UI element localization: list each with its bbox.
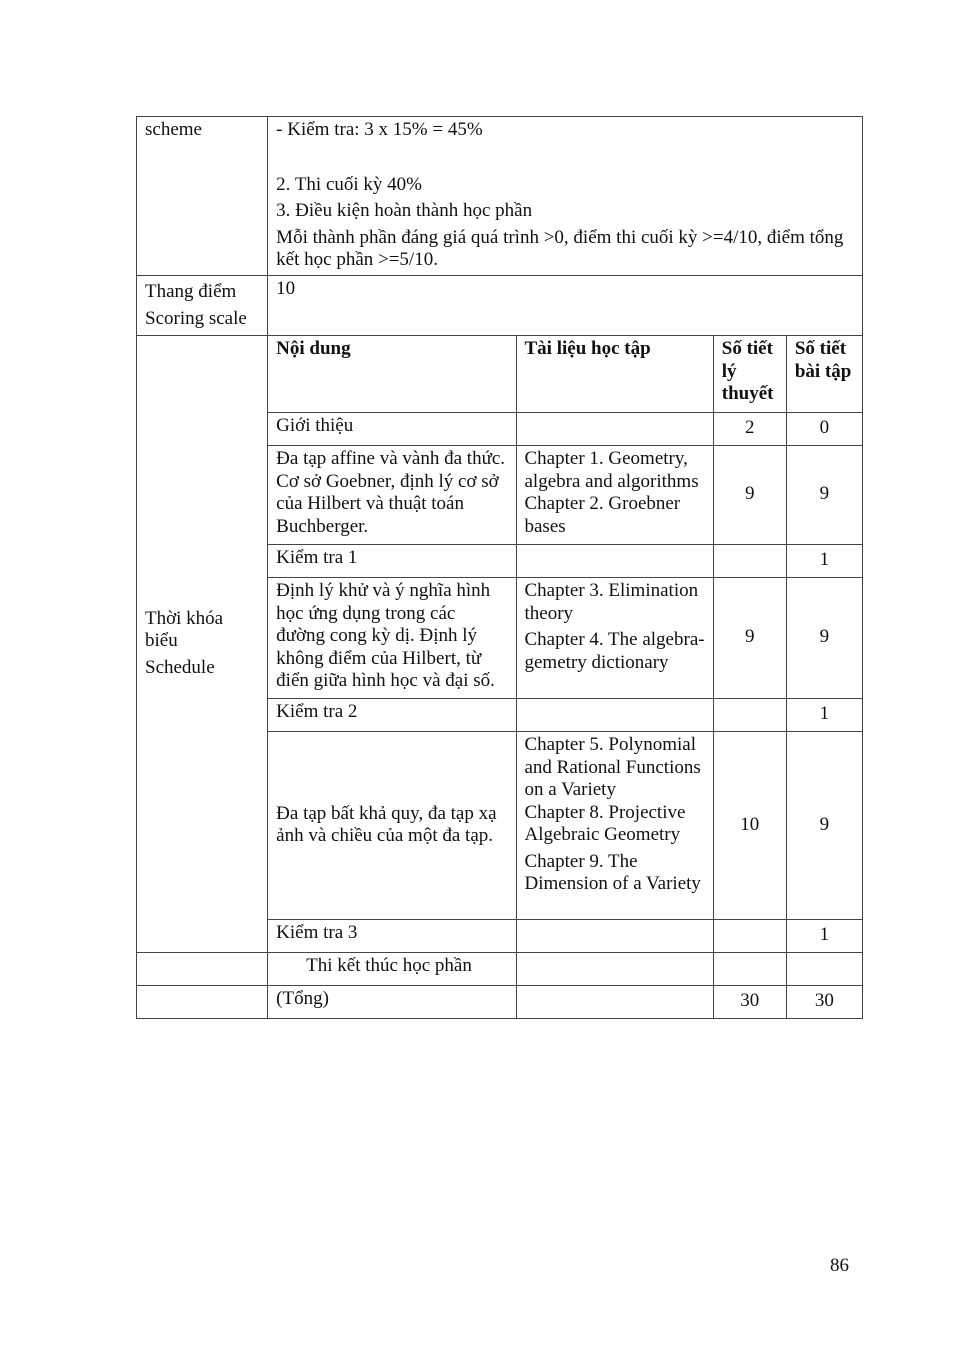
total-content: (Tổng) xyxy=(268,986,516,1019)
row-content: Đa tạp affine và vành đa thức. Cơ sở Goebner, định lý cơ sở của Hilbert và thuật toán Buchberger. xyxy=(268,446,516,545)
header-theory-hours: Số tiết lý thuyết xyxy=(713,336,786,413)
row-materials xyxy=(516,920,713,953)
header-materials: Tài liệu học tập xyxy=(516,336,713,413)
final-exam-theory xyxy=(713,953,786,986)
final-exam-row xyxy=(137,953,863,986)
total-row xyxy=(137,986,863,1019)
row-exercise-hours: 9 xyxy=(786,578,862,699)
scoring-scale-value: 10 xyxy=(268,276,863,336)
row-exercise-hours: 9 xyxy=(786,446,862,545)
row-exercise-hours: 1 xyxy=(786,920,862,953)
total-label-cell xyxy=(137,986,268,1019)
total-theory-hours: 30 xyxy=(713,986,786,1019)
row-theory-hours xyxy=(713,920,786,953)
row-theory-hours: 10 xyxy=(713,732,786,920)
row-materials: Chapter 1. Geometry, algebra and algorithms Chapter 2. Groebner bases xyxy=(516,446,713,545)
row-theory-hours xyxy=(713,545,786,578)
row-exercise-hours: 1 xyxy=(786,699,862,732)
row-exercise-hours: 0 xyxy=(786,413,862,446)
total-exercise-hours: 30 xyxy=(786,986,862,1019)
final-exam-content: Thi kết thúc học phần xyxy=(268,953,516,986)
schedule-label: Thời khóa biểu Schedule xyxy=(137,336,268,953)
header-content: Nội dung xyxy=(268,336,516,413)
grading-final-line: 2. Thi cuối kỳ 40% xyxy=(276,173,423,195)
scoring-scale-label: Thang điểm Scoring scale xyxy=(137,276,268,336)
row-content: Kiểm tra 2 xyxy=(268,699,516,732)
final-exam-label-cell xyxy=(137,953,268,986)
row-materials xyxy=(516,699,713,732)
row-theory-hours: 9 xyxy=(713,578,786,699)
row-content: Kiểm tra 1 xyxy=(268,545,516,578)
total-materials xyxy=(516,986,713,1019)
row-materials: Chapter 3. Elimination theory Chapter 4. The algebra-gemetry dictionary xyxy=(516,578,713,699)
syllabus-table xyxy=(136,116,863,1019)
row-theory-hours xyxy=(713,699,786,732)
row-content: Đa tạp bất khả quy, đa tạp xạ ảnh và chiều của một đa tạp. xyxy=(268,732,516,920)
scoring-scale-row xyxy=(137,276,863,336)
row-theory-hours: 9 xyxy=(713,446,786,545)
syllabus-table-container xyxy=(136,116,863,1019)
grading-completion-title: 3. Điều kiện hoàn thành học phần xyxy=(276,200,533,221)
row-content: Kiểm tra 3 xyxy=(268,920,516,953)
grading-scheme-content xyxy=(268,117,863,276)
row-exercise-hours: 1 xyxy=(786,545,862,578)
final-exam-exercise xyxy=(786,953,862,986)
final-exam-materials xyxy=(516,953,713,986)
grading-scheme-row xyxy=(137,117,863,276)
row-content: Giới thiệu xyxy=(268,413,516,446)
row-exercise-hours: 9 xyxy=(786,732,862,920)
page-number: 86 xyxy=(830,1255,849,1276)
grading-scheme-label: scheme xyxy=(137,117,268,276)
row-materials: Chapter 5. Polynomial and Rational Functions on a Variety Chapter 8. Projective Algebraic Geometry Chapter 9. The Dimension of a Variety xyxy=(516,732,713,920)
header-exercise-hours: Số tiết bài tập xyxy=(786,336,862,413)
row-materials xyxy=(516,545,713,578)
row-theory-hours: 2 xyxy=(713,413,786,446)
schedule-header-row xyxy=(137,336,863,413)
grading-quiz-line: - Kiểm tra: 3 x 15% = 45% xyxy=(276,119,483,140)
grading-completion-text: Mỗi thành phần đáng giá quá trình >0, điểm thi cuối kỳ >=4/10, điểm tổng kết học phần >=5/10. xyxy=(276,226,844,270)
row-materials xyxy=(516,413,713,446)
row-content: Định lý khử và ý nghĩa hình học ứng dụng trong các đường cong kỳ dị. Định lý không điểm của Hilbert, từ điển giữa hình học và đại số. xyxy=(268,578,516,699)
